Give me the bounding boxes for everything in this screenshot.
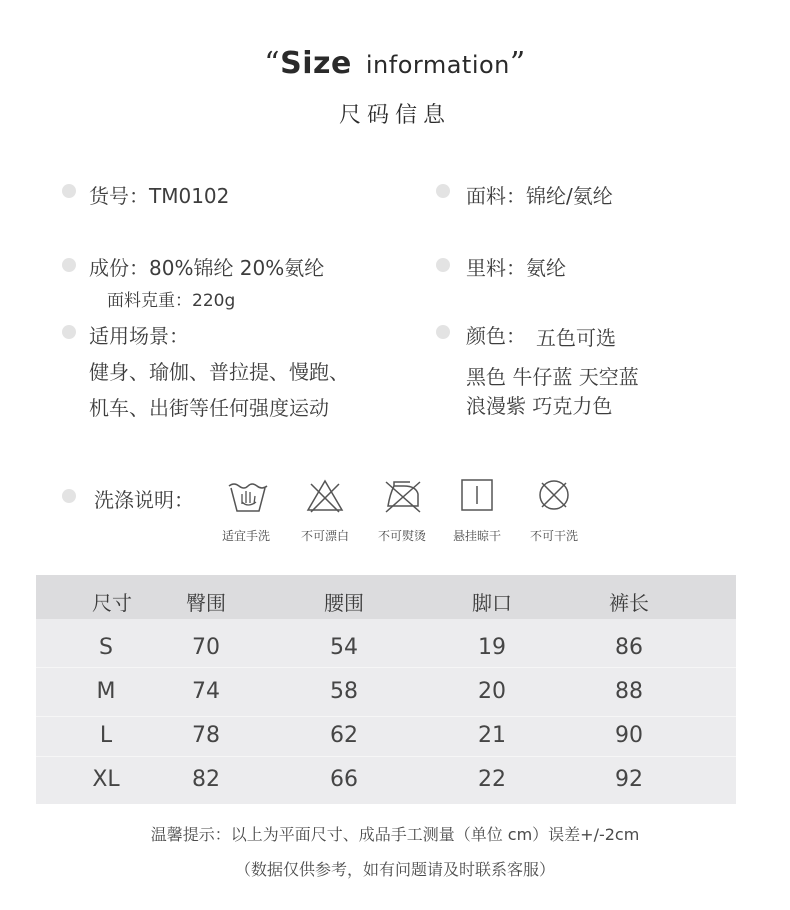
- care-label-no-dry-clean: 不可干洗: [529, 529, 578, 543]
- item-number: 货号：TM0102: [89, 184, 230, 208]
- reference-note: （数据仅供参考，如有问题请及时联系客服）: [234, 860, 555, 879]
- bullet-dot: [62, 489, 76, 503]
- bullet-dot: [62, 325, 76, 339]
- table-cell: 54: [330, 635, 358, 660]
- care-title: 洗涤说明：: [94, 488, 194, 512]
- table-cell: 90: [615, 723, 643, 748]
- table-cell: M: [96, 679, 116, 704]
- care-label-hang-dry: 悬挂晾干: [452, 529, 501, 543]
- header-hip: 臀围: [186, 591, 226, 615]
- colors-line-1: 黑色 牛仔蓝 天空蓝: [466, 365, 639, 389]
- bullet-dot: [436, 325, 450, 339]
- usage-line-2: 机车、出街等任何强度运动: [89, 396, 329, 420]
- bullet-dot: [62, 258, 76, 272]
- fabric-weight: 面料克重：220g: [107, 291, 236, 311]
- colors-line-2: 浪漫紫 巧克力色: [466, 394, 613, 418]
- fabric: 面料：锦纶/氨纶: [466, 184, 613, 208]
- hang-dry-icon: [455, 476, 499, 516]
- care-label-no-bleach: 不可漂白: [300, 529, 349, 543]
- table-cell: 88: [615, 679, 643, 704]
- composition: 成份：80%锦纶 20%氨纶: [89, 256, 325, 280]
- open-quote: “: [264, 46, 281, 81]
- table-cell: L: [99, 723, 113, 748]
- table-cell: 74: [192, 679, 220, 704]
- header-waist: 腰围: [324, 591, 364, 615]
- bullet-dot: [62, 184, 76, 198]
- row-divider: [36, 667, 736, 668]
- no-bleach-icon: [303, 476, 347, 516]
- no-iron-icon: [380, 476, 424, 516]
- table-cell: 86: [615, 635, 643, 660]
- table-cell: 58: [330, 679, 358, 704]
- color-summary: 五色可选: [536, 326, 616, 350]
- table-cell: XL: [92, 767, 120, 792]
- table-cell: 19: [478, 635, 506, 660]
- color-title: 颜色：: [466, 324, 526, 348]
- table-cell: 21: [478, 723, 506, 748]
- size-table: [36, 575, 736, 804]
- no-dry-clean-icon: [532, 476, 576, 516]
- page-title: [0, 46, 790, 81]
- bullet-dot: [436, 258, 450, 272]
- table-cell: S: [99, 635, 113, 660]
- care-label-hand-wash: 适宜手洗: [221, 529, 270, 543]
- header-leg-opening: 脚口: [472, 591, 512, 615]
- page-subtitle: 尺码信息: [338, 103, 451, 128]
- lining: 里料：氨纶: [466, 256, 566, 280]
- row-divider: [36, 716, 736, 717]
- hand-wash-icon: [226, 476, 270, 516]
- close-quote: ”: [509, 46, 526, 81]
- usage-title: 适用场景：: [89, 324, 189, 348]
- table-cell: 92: [615, 767, 643, 792]
- table-cell: 66: [330, 767, 358, 792]
- table-cell: 70: [192, 635, 220, 660]
- table-cell: 22: [478, 767, 506, 792]
- title-light: information: [365, 51, 510, 79]
- measurement-note: 温馨提示：以上为平面尺寸、成品手工测量（单位 cm）误差+/-2cm: [150, 825, 640, 844]
- bullet-dot: [436, 184, 450, 198]
- table-cell: 62: [330, 723, 358, 748]
- header-length: 裤长: [609, 591, 649, 615]
- row-divider: [36, 756, 736, 757]
- usage-line-1: 健身、瑜伽、普拉提、慢跑、: [89, 360, 349, 384]
- care-label-no-iron: 不可熨烫: [377, 529, 426, 543]
- table-cell: 20: [478, 679, 506, 704]
- table-cell: 82: [192, 767, 220, 792]
- table-cell: 78: [192, 723, 220, 748]
- header-size: 尺寸: [92, 591, 132, 615]
- title-bold: Size: [280, 46, 352, 81]
